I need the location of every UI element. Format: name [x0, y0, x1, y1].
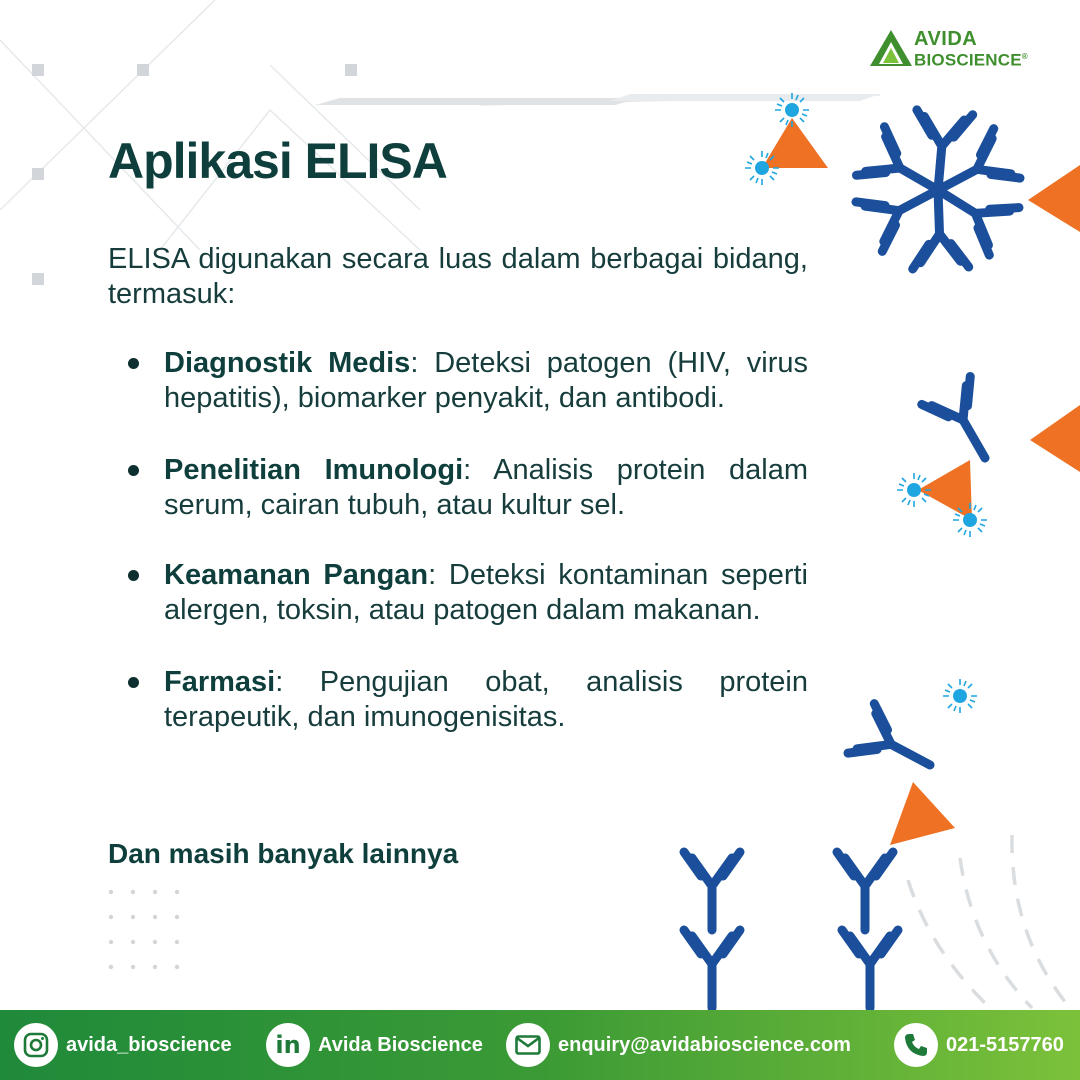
phone-icon — [894, 1023, 938, 1067]
list-item — [128, 665, 808, 735]
item-description: : Deteksi patogen (HIV, virus hepatitis), biomarker penyakit, dan antibodi. — [164, 347, 808, 414]
item-term: Farmasi — [164, 666, 276, 698]
phone-number: 021-5157760 — [946, 1033, 1064, 1056]
logo-subname: BIOSCIENCE® — [914, 50, 1028, 70]
phone-link[interactable] — [894, 1022, 1064, 1068]
contact-footer — [0, 1010, 1080, 1080]
instagram-icon — [14, 1023, 58, 1067]
bullet-dot — [128, 677, 139, 688]
linkedin-name: Avida Bioscience — [318, 1033, 483, 1056]
list-item — [128, 453, 808, 523]
page-title: Aplikasi ELISA — [108, 133, 447, 189]
bullet-dot — [128, 358, 139, 369]
logo-name: AVIDA — [914, 28, 978, 50]
instagram-link[interactable] — [14, 1022, 232, 1068]
bullet-dot — [128, 465, 139, 476]
item-description: : Analisis protein dalam serum, cairan tubuh, atau kultur sel. — [164, 454, 808, 521]
linkedin-icon: in — [266, 1023, 310, 1067]
item-description: : Pengujian obat, analisis protein terapeutik, dan imunogenisitas. — [164, 666, 808, 733]
bullet-dot — [128, 570, 139, 581]
mail-icon — [506, 1023, 550, 1067]
instagram-handle: avida_bioscience — [66, 1033, 232, 1056]
email-address: enquiry@avidabioscience.com — [558, 1033, 851, 1056]
list-item — [128, 558, 808, 628]
brand-logo — [870, 30, 1060, 70]
item-term: Keamanan Pangan — [164, 559, 429, 591]
closing-text: Dan masih banyak lainnya — [108, 838, 459, 869]
avida-leaf-icon — [870, 30, 912, 68]
intro-paragraph: ELISA digunakan secara luas dalam berbagai bidang, termasuk: — [108, 243, 808, 310]
applications-list — [128, 346, 808, 772]
list-item — [128, 346, 808, 416]
item-term: Diagnostik Medis — [164, 347, 411, 379]
email-link[interactable] — [506, 1022, 851, 1068]
linkedin-link[interactable] — [266, 1022, 483, 1068]
item-term: Penelitian Imunologi — [164, 454, 464, 486]
item-description: : Deteksi kontaminan seperti alergen, toksin, atau patogen dalam makanan. — [164, 559, 808, 626]
